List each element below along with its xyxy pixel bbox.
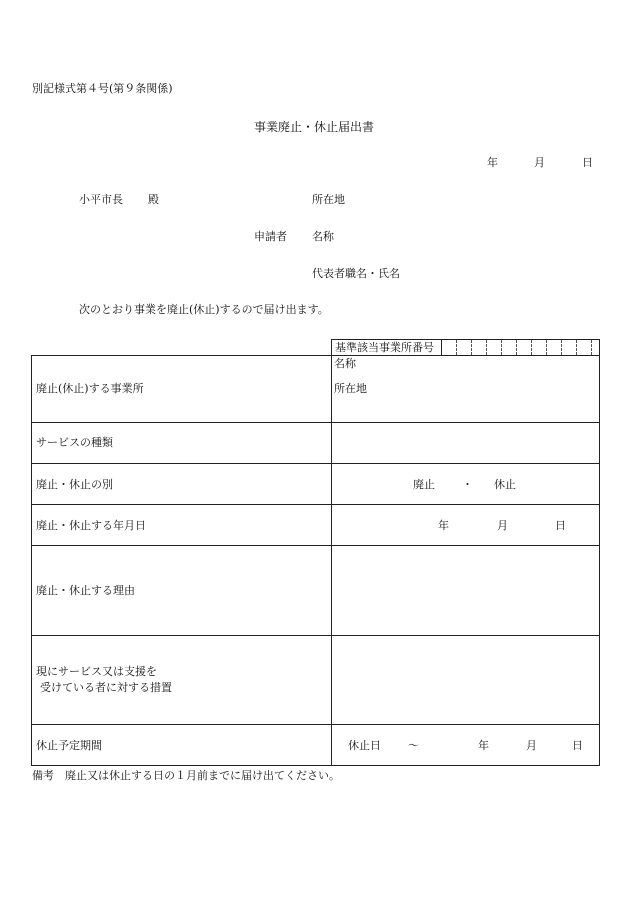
distinction-label: 廃止・休止の別: [36, 478, 113, 491]
period-label: 休止予定期間: [36, 739, 102, 752]
period-day-unit: 日: [572, 739, 583, 752]
date-label: 廃止・休止する年月日: [36, 519, 146, 532]
column-divider: [331, 356, 332, 765]
facility-number-divider: [441, 340, 442, 355]
form-number: 別記様式第４号(第９条関係): [32, 82, 173, 95]
facility-number-box: [331, 339, 600, 356]
measures-label-line2: 受けている者に対する措置: [40, 681, 172, 694]
date-day-unit: 日: [555, 519, 566, 532]
period-start-label: 休止日: [348, 739, 381, 752]
row-divider: [32, 724, 599, 725]
date-year-unit: 年: [438, 519, 449, 532]
service-type-label: サービスの種類: [36, 436, 113, 449]
digit-divider: [471, 340, 472, 355]
note: 備考 廃止又は休止する日の１月前までに届け出てください。: [32, 769, 340, 782]
applicant-name-label: 名称: [312, 230, 334, 243]
digit-divider: [531, 340, 532, 355]
date-day-label: 日: [582, 156, 593, 169]
option-abolish: 廃止: [413, 478, 435, 491]
digit-divider: [501, 340, 502, 355]
digit-divider: [516, 340, 517, 355]
facility-address-label: 所在地: [334, 382, 367, 395]
digit-divider: [486, 340, 487, 355]
option-suspend: 休止: [494, 478, 516, 491]
digit-divider: [561, 340, 562, 355]
intro-text: 次のとおり事業を廃止(休止)するので届け出ます。: [79, 303, 329, 316]
row-divider: [32, 545, 599, 546]
option-separator: ・: [462, 478, 473, 491]
period-year-unit: 年: [478, 739, 489, 752]
honorific: 殿: [148, 193, 159, 206]
row-divider: [32, 422, 599, 423]
row-divider: [32, 463, 599, 464]
applicant-address-label: 所在地: [312, 193, 345, 206]
digit-divider: [546, 340, 547, 355]
facility-name-label: 名称: [334, 357, 356, 370]
period-tilde: ～: [408, 739, 419, 752]
measures-label-line1: 現にサービス又は支援を: [36, 665, 157, 678]
date-year-label: 年: [487, 156, 498, 169]
page-title: 事業廃止・休止届出書: [254, 120, 375, 134]
facility-number-label: 基準該当事業所番号: [335, 341, 434, 354]
applicant-label: 申請者: [254, 230, 287, 243]
representative-label: 代表者職名・氏名: [312, 267, 400, 280]
addressee: 小平市長: [79, 193, 123, 206]
main-table: [31, 355, 600, 766]
reason-label: 廃止・休止する理由: [36, 584, 135, 597]
date-month-label: 月: [534, 156, 545, 169]
row-divider: [32, 504, 599, 505]
row-divider: [32, 635, 599, 636]
period-month-unit: 月: [526, 739, 537, 752]
digit-divider: [576, 340, 577, 355]
digit-divider: [456, 340, 457, 355]
facility-label: 廃止(休止)する事業所: [36, 382, 144, 395]
date-month-unit: 月: [497, 519, 508, 532]
digit-divider: [591, 340, 592, 355]
